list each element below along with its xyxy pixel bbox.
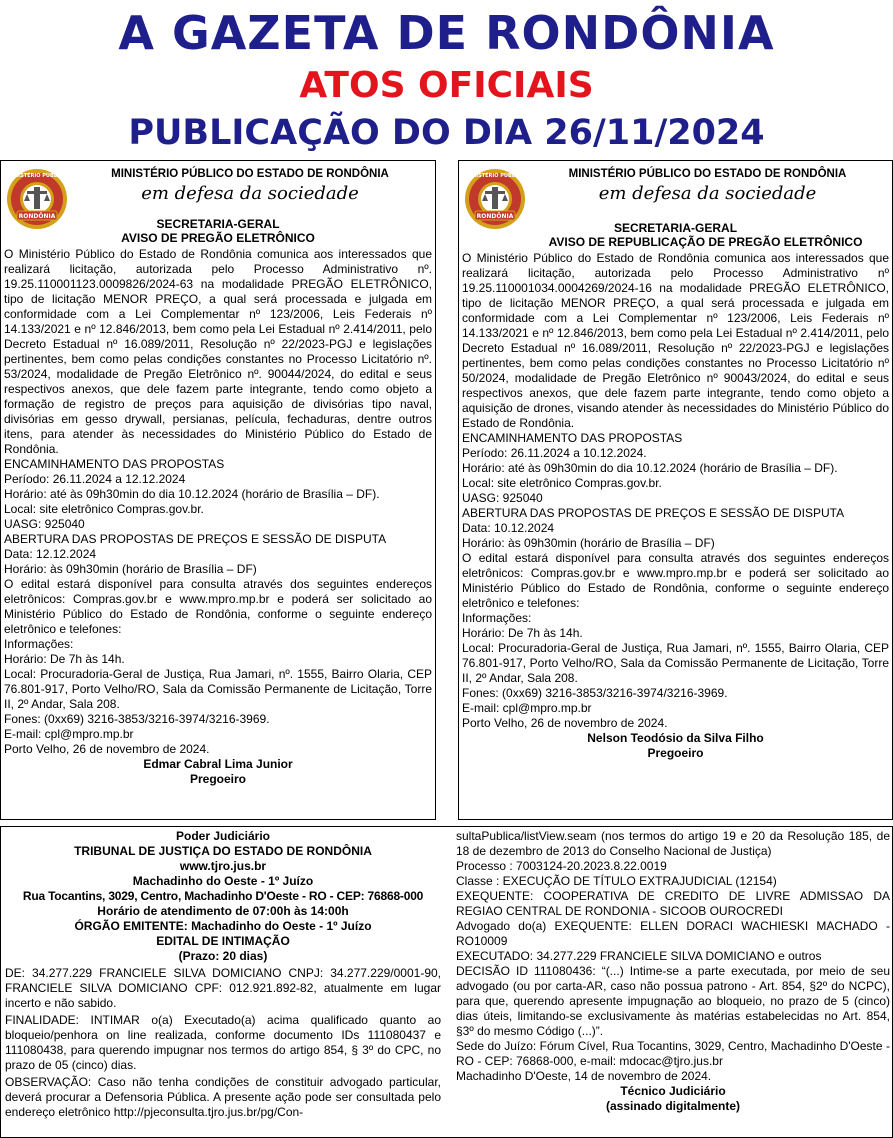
info-line: Local: site eletrônico Compras.gov.br.: [462, 476, 662, 490]
court-notice-right-column: [456, 829, 890, 1114]
signer-name: Nelson Teodósio da Silva Filho: [587, 731, 764, 745]
info-line: Horário: De 7h às 14h.: [4, 652, 125, 666]
notice-title: AVISO DE PREGÃO ELETRÔNICO: [121, 231, 315, 245]
newspaper-title: A GAZETA DE RONDÔNIA: [118, 6, 775, 60]
classe-line: Classe : EXECUÇÃO DE TÍTULO EXTRAJUDICIAL (12154): [456, 874, 777, 888]
decisao-paragraph: DECISÃO ID 111080436: “(...) Intime-se a parte executada, por meio de seu advogado (ou por carta-AR, caso não possua patrono - Art. 854, §2º do NCPC), para que, querendo apresente impugnação ao bloqueio, no prazo de 5 (cinco) dias úteis, limitando-se exclusivamente às matérias estabelecidas no Art. 854, §3º do mesmo Código (...)”.: [456, 964, 890, 1038]
info-line: Horário: às 09h30min (horário de Brasília – DF): [462, 536, 715, 550]
info-line: ABERTURA DAS PROPOSTAS DE PREÇOS E SESSÃO DE DISPUTA: [462, 506, 845, 520]
intro-paragraph: O Ministério Público do Estado de Rondônia comunica aos interessados que realizará licitação, autorizada pelo Processo Administrativo nº 19.25.110001034.0004269/2024-16 na modalidade PREGÃO ELETRÔNICO, tipo de licitação MENOR PREÇO, a qual será processada e julgada em conformidade com a Lei Complementar nº 123/2006, Leis Federais nº 14.133/2021 e nº 12.846/2013, bem como pela Lei Estadual nº 2.414/2011, pelo Decreto Estadual nº 16.089/2011, Resolução nº 22/2023-PGJ e legislações pertinentes, bem como pelas condições constantes no Processo Licitatório nº 50/2024, modalidade de Pregão Eletrônico nº 90043/2024, do edital e seus respectivos anexos, que dele fazem parte integrante, tendo como objeto a aquisição de drones, visando atender às necessidades do Ministério Público do Estado de Rondônia.: [462, 251, 889, 430]
org-motto: em defesa da sociedade: [598, 183, 817, 204]
section-title: ATOS OFICIAIS: [299, 65, 594, 106]
seal-top-text: MINISTÉRIO PÚBLICO: [465, 173, 525, 179]
signature-note: (assinado digitalmente): [605, 1099, 741, 1113]
info-line: Horário: até às 09h30min do dia 10.12.2024 (horário de Brasília – DF).: [4, 487, 380, 501]
court-header-line: TRIBUNAL DE JUSTIÇA DO ESTADO DE RONDÔNIA: [74, 844, 372, 858]
consulta-paragraph: sultaPublica/listView.seam (nos termos do artigo 19 e 20 da Resolução 185, de 18 de dezembro de 2013 do Conselho Nacional de Justiça): [456, 829, 890, 858]
date-line: Machadinho D'Oeste, 14 de novembro de 2024.: [456, 1069, 712, 1083]
local-paragraph: Local: Procuradoria-Geral de Justiça, Rua Jamari, nº. 1555, Bairro Olaria, CEP 76.801-917, Porto Velho/RO, Sala da Comissão Permanente de Licitação, Torre II, 2º Andar, Sala 208.: [4, 667, 432, 711]
info-line: Data: 10.12.2024: [462, 521, 555, 535]
signer-role: Técnico Judiciário: [620, 1084, 726, 1098]
dept-name: SECRETARIA-GERAL: [156, 217, 280, 231]
info-line: Fones: (0xx69) 3216-3853/3216-3974/3216-3969.: [4, 712, 270, 726]
info-line: ENCAMINHAMENTO DAS PROPOSTAS: [462, 431, 683, 445]
info-line: E-mail: cpl@mpro.mp.br: [462, 701, 592, 715]
org-motto: em defesa da sociedade: [141, 183, 359, 204]
observacao-paragraph: OBSERVAÇÃO: Caso não tenha condições de constituir advogado particular, deverá procurar a Defensoria Pública. A presente ação pode ser consultada pelo endereço eletrônico http://pjeconsulta.tjro.jus.br/pg/Con-: [5, 1075, 441, 1119]
info-line: Local: site eletrônico Compras.gov.br.: [4, 502, 204, 516]
advogado-line: Advogado do(a) EXEQUENTE: ELLEN DORACI WACHIESKI MACHADO - RO10009: [456, 919, 890, 948]
info-line: UASG: 925040: [4, 517, 85, 531]
notice-right: [458, 160, 893, 820]
processo-line: Processo : 7003124-20.2023.8.22.0019: [456, 859, 667, 873]
seal-bottom-text: RONDÔNIA: [18, 213, 56, 220]
notice-left: [0, 160, 436, 820]
info-line: Informações:: [462, 611, 532, 625]
local-paragraph: Local: Procuradoria-Geral de Justiça, Rua Jamari, nº. 1555, Bairro Olaria, CEP 76.801-917, Porto Velho/RO, Sala da Comissão Permanente de Licitação, Torre II, 2º Andar, Sala 208.: [462, 641, 889, 685]
publication-date: PUBLICAÇÃO DO DIA 26/11/2024: [128, 113, 765, 153]
info-line: Informações:: [4, 637, 74, 651]
sede-paragraph: Sede do Juízo: Fórum Cível, Rua Tocantins, 3029, Centro, Machadinho D'Oeste - RO - CEP: 76868-000, e-mail: mdocac@tjro.jus.br: [456, 1039, 890, 1068]
dept-name: SECRETARIA-GERAL: [613, 221, 738, 235]
org-name: MINISTÉRIO PÚBLICO DO ESTADO DE RONDÔNIA: [111, 168, 389, 180]
executado-line: EXECUTADO: 34.277.229 FRANCIELE SILVA DOMICIANO e outros: [456, 949, 822, 963]
signer-name: Edmar Cabral Lima Junior: [143, 757, 293, 771]
info-line: Período: 26.11.2024 a 12.12.2024: [4, 472, 186, 486]
edital-deadline: (Prazo: 20 dias): [178, 949, 268, 963]
court-header-line: ÓRGÃO EMITENTE: Machadinho do Oeste - 1º Juízo: [74, 919, 372, 933]
court-notice: [0, 826, 893, 1138]
info-line: Porto Velho, 26 de novembro de 2024.: [4, 742, 210, 756]
notice-body: [462, 251, 889, 761]
edital-paragraph: O edital estará disponível para consulta através dos seguintes endereços eletrônicos: Compras.gov.br e www.mpro.mp.br e poderá ser solicitado ao Ministério Público do Estado de Rondônia, conforme o seguinte endereço eletrônico e telefones:: [462, 551, 889, 610]
court-hours: Horário de atendimento de 07:00h às 14:00h: [97, 904, 349, 918]
info-line: Fones: (0xx69) 3216-3853/3216-3974/3216-3969.: [462, 686, 728, 700]
edital-paragraph: O edital estará disponível para consulta através dos seguintes endereços eletrônicos: Compras.gov.br e www.mpro.mp.br e poderá ser solicitado ao Ministério Público do Estado de Rondônia, conforme o seguinte endereço eletrônico e telefones:: [4, 577, 432, 636]
finalidade-paragraph: FINALIDADE: INTIMAR o(a) Executado(a) acima qualificado quanto ao bloqueio/penhora on line realizada, conforme documento IDs 111080437 e 111080438, para querendo impugnar nos termos do artigo 854, § 3º do CPC, no prazo de 05 (cinco) dias.: [5, 1013, 441, 1072]
info-line: Período: 26.11.2024 a 10.12.2024.: [462, 446, 647, 460]
intro-paragraph: O Ministério Público do Estado de Rondônia comunica aos interessados que realizará licitação, autorizada pelo Processo Administrativo nº. 19.25.110001123.0009826/2024-63 na modalidade PREGÃO ELETRÔNICO, tipo de licitação MENOR PREÇO, a qual será processada e julgada em conformidade com a Lei Complementar nº 123/2006, Leis Federais nº 14.133/2021 e nº 12.846/2013, bem como pela Lei Estadual nº 2.414/2011, pelo Decreto Estadual nº 16.089/2011, Resolução nº 22/2023-PGJ e legislações pertinentes, bem como pelas condições constantes no Processo Licitatório nº. 53/2024, modalidade de Pregão Eletrônico nº. 90044/2024, do edital e seus respectivos anexos, que dele fazem parte integrante, tendo como objeto a formação de registro de preços para aquisição de divisórias tipo naval, divisórias em gesso drywall, persianas, película, fechaduras, dentre outros itens, para atender às necessidades do Ministério Público do Estado de Rondônia.: [4, 247, 432, 456]
info-line: ABERTURA DAS PROPOSTAS DE PREÇOS E SESSÃO DE DISPUTA: [4, 532, 387, 546]
info-line: Horário: De 7h às 14h.: [462, 626, 583, 640]
signer-role: Pregoeiro: [189, 772, 246, 786]
seal-top-text: MINISTÉRIO PÚBLICO: [7, 173, 67, 179]
court-website: www.tjro.jus.br: [179, 859, 267, 873]
signer-role: Pregoeiro: [647, 746, 704, 760]
court-header-line: Poder Judiciário: [175, 829, 271, 843]
court-notice-left-column: [5, 829, 441, 1120]
edital-title: EDITAL DE INTIMAÇÃO: [156, 934, 290, 948]
info-line: Horário: até às 09h30min do dia 10.12.2024 (horário de Brasília – DF).: [462, 461, 838, 475]
info-line: UASG: 925040: [462, 491, 543, 505]
info-line: Horário: às 09h30min (horário de Brasília – DF): [4, 562, 257, 576]
info-line: E-mail: cpl@mpro.mp.br: [4, 727, 134, 741]
info-line: Data: 12.12.2024: [4, 547, 97, 561]
notice-body: [4, 247, 432, 787]
org-name: MINISTÉRIO PÚBLICO DO ESTADO DE RONDÔNIA: [568, 168, 847, 180]
de-paragraph: DE: 34.277.229 FRANCIELE SILVA DOMICIANO CNPJ: 34.277.229/0001-90, FRANCIELE SILVA DOMICIANO CPF: 012.921.892-82, atualmente em lugar incerto e não sabido.: [5, 966, 441, 1010]
notice-title: AVISO DE REPUBLICAÇÃO DE PREGÃO ELETRÔNICO: [548, 235, 863, 249]
court-header-line: Machadinho do Oeste - 1º Juízo: [132, 874, 314, 888]
court-address: Rua Tocantins, 3029, Centro, Machadinho D'Oeste - RO - CEP: 76868-000: [22, 889, 424, 903]
info-line: ENCAMINHAMENTO DAS PROPOSTAS: [4, 457, 225, 471]
seal-bottom-text: RONDÔNIA: [476, 213, 514, 220]
info-line: Porto Velho, 26 de novembro de 2024.: [462, 716, 668, 730]
exequente-line: EXEQUENTE: COOPERATIVA DE CREDITO DE LIVRE ADMISSAO DA REGIAO CENTRAL DE RONDONIA - SICOOB OUROCREDI: [456, 889, 890, 918]
